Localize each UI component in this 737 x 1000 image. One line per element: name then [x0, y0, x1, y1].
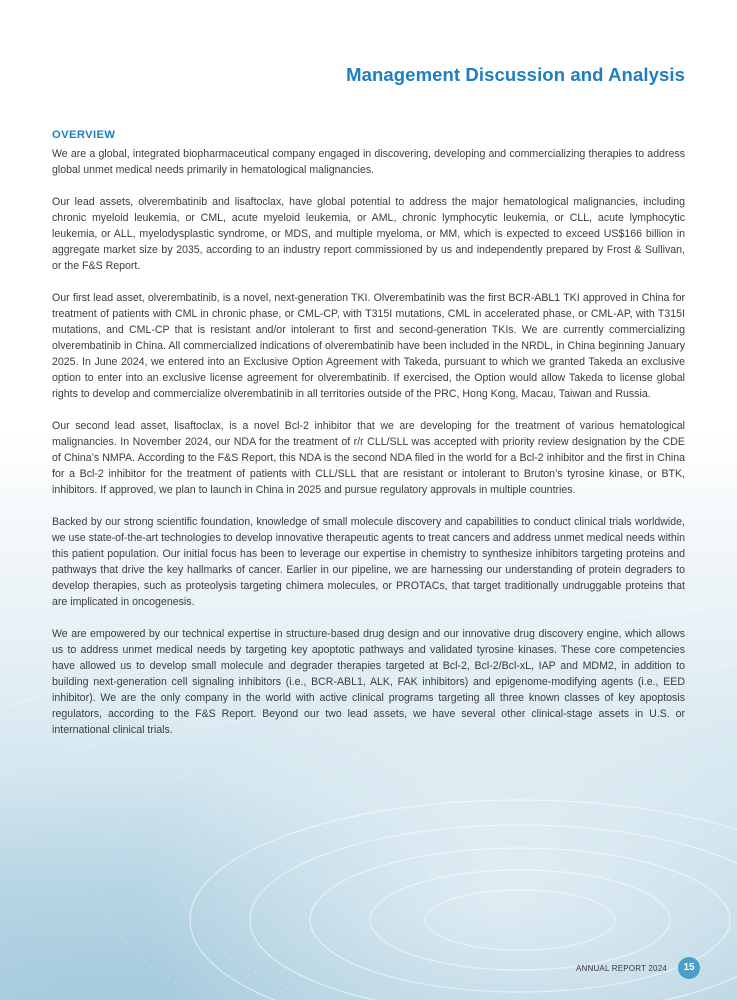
page-title: Management Discussion and Analysis [346, 64, 685, 85]
paragraph-olverembatinib: Our first lead asset, olverembatinib, is a novel, next-generation TKI. Olverembatinib was the first BCR-ABL1 TKI approved in China for treatment of patients with CML in chronic phase, or CML-CP, with T315I mutations, CML in accelerated phase, or CML-AP, with T315I mutations, and CML-CP that is resistant and/or intolerant to first and second-generation TKIs. We are currently commercializing olverembatinib in China. All commercialized indications of olverembatinib have been included in the NRDL, in China beginning January 2025. In June 2024, we entered into an Exclusive Option Agreement with Takeda, pursuant to which we granted Takeda an exclusive option to enter into an exclusive license agreement for olverembatinib. If exercised, the Option would allow Takeda to license global rights to develop and commercialize olverembatinib in all territories outside of the PRC, Hong Kong, Macau, Taiwan and Russia. [52, 292, 685, 400]
paragraph-lead-assets: Our lead assets, olverembatinib and lisaftoclax, have global potential to address the major hematological malignancies, including chronic myeloid leukemia, or CML, acute myeloid leukemia, or AML, chronic lymphocytic leukemia, or CLL, acute lymphocytic leukemia, or ALL, myelodysplastic syndrome, or MDS, and multiple myeloma, or MM, which is expected to exceed US$166 billion in aggregate market size by 2035, according to an industry report commissioned by us and independently prepared by Frost & Sullivan, or the F&S Report. [52, 196, 685, 272]
paragraph-company-intro: We are a global, integrated biopharmaceutical company engaged in discovering, developing and commercializing therapies to address global unmet medical needs primarily in hematological malignancies. [52, 148, 685, 176]
paragraph-lisaftoclax: Our second lead asset, lisaftoclax, is a novel Bcl-2 inhibitor that we are developing for the treatment of various hematological malignancies. In November 2024, our NDA for the treatment of r/r CLL/SLL was accepted with priority review designation by the CDE of China’s NMPA. According to the F&S Report, this NDA is the second NDA filed in the world for a Bcl-2 inhibitor and the first in China for a Bcl-2 inhibitor for the treatment of patients with CLL/SLL that are resistant or intolerant to Bruton’s tyrosine kinase, or BTK, inhibitors. If approved, we plan to launch in China in 2025 and pursue regulatory approvals in multiple countries. [52, 420, 685, 496]
section-heading: OVERVIEW [52, 129, 116, 141]
page-number-badge: 15 [678, 957, 700, 979]
paragraph-technical-expertise: We are empowered by our technical expertise in structure-based drug design and our innovative drug discovery engine, which allows us to address unmet medical needs by targeting key apoptotic pathways and validated tyrosine kinases. These core competencies have allowed us to develop small molecule and degrader therapies targeted at Bcl-2, Bcl-2/Bcl-xL, IAP and MDM2, in addition to building next-generation cell signaling inhibitors (i.e., BCR-ABL1, ALK, FAK inhibitors) and epigenome-modifying agents (i.e., EED inhibitor). We are the only company in the world with active clinical programs targeting all three known classes of key apoptosis regulators, according to the F&S Report. Beyond our two lead assets, we have several other clinical-stage assets in U.S. or international clinical trials. [52, 628, 685, 736]
footer-report-label: ANNUAL REPORT 2024 [575, 964, 667, 973]
overview-section [52, 128, 685, 755]
paragraph-scientific-foundation: Backed by our strong scientific foundation, knowledge of small molecule discovery and capabilities to conduct clinical trials worldwide, we use state-of-the-art technologies to develop innovative therapeutic agents to treat cancers and address unmet medical needs within this patient population. Our initial focus has been to leverage our expertise in chemistry to synthesize inhibitors targeting proteins and pathways that drive the key hallmarks of cancer. Earlier in our pipeline, we are harnessing our understanding of protein degraders to develop therapies, such as proteolysis targeting chimera molecules, or PROTACs, that target traditionally undruggable proteins that are implicated in oncogenesis. [52, 516, 685, 608]
